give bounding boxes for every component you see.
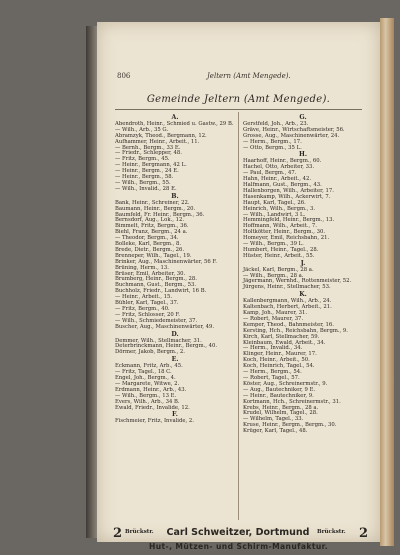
resident-entry: — Wilh., Bergm., 39 L. [243, 241, 304, 248]
page-number: 806 [117, 72, 131, 80]
resident-entry: Krudel, Wilhelm, Tagel., 28. [243, 410, 318, 417]
section-letter: K. [299, 291, 307, 299]
resident-entry: Bühler, Karl, Tagel., 37. [115, 300, 179, 307]
resident-entry: Eckmann, Fritz, Arb., 45. [115, 363, 183, 370]
resident-entry: Baumfeld, Fr. Heinr., Bergm., 36. [115, 211, 205, 218]
resident-entry: — Heinr., Bautechniker, 9. [243, 392, 314, 399]
resident-entry: Hoffmann, Wilh., Arbeit., 7. [243, 223, 317, 230]
ad-tagline: Hut-, Mützen- und Schirm-Manufaktur. [148, 542, 329, 551]
resident-entry: Bolleke, Karl, Bergm., 8. [115, 241, 182, 248]
resident-entry: Grosse, Aug., Maschinenwärter, 24. [243, 132, 340, 139]
resident-entry: Köster, Aug., Schreinermstr., 9. [243, 380, 328, 387]
resident-entry: Hasenkamp, Wilh., Ackerwirt, 7. [243, 193, 331, 200]
resident-entry: Jürgens, Heinr., Stellmacher, 53. [243, 284, 331, 291]
ad-number-left: 2 [113, 526, 123, 541]
resident-entry: — Wilh., Arb., 35 G. [115, 126, 169, 133]
resident-entry: Ewald, Friedr., Invalide, 12. [115, 404, 190, 411]
resident-entry: Koch, Heinr., Arbeit., 50. [243, 357, 310, 364]
resident-entry: — Paul, Bergm., 47. [243, 170, 297, 177]
resident-entry: Hachel, Otto, Arbeiter, 33. [243, 164, 315, 171]
resident-entry: Jäckel, Karl, Bergm., 28 a. [243, 266, 314, 273]
resident-entry: — Wilh., Schmiedemeister, 37. [115, 317, 198, 324]
right-column [243, 114, 363, 435]
resident-entry: Bernsdorf, Aug., Lok., 12. [115, 217, 185, 224]
resident-entry: — Heinr., Bergm., 24 E. [115, 168, 179, 175]
ad-street-right: Brückstr. [317, 529, 346, 535]
resident-entry: Hallenborgen, Wilh., Arbeiter, 17. [243, 187, 334, 194]
resident-entry: Holtkötter, Heinr., Bergm., 30. [243, 229, 326, 236]
resident-entry: Gerstfeld, Joh., Arb., 23. [243, 120, 309, 127]
resident-entry: — Friedr., Schlepper, 48. [115, 150, 182, 157]
resident-entry: Kersting, Hch., Reichsbahn, Bergm., 9. [243, 327, 348, 334]
resident-entry: Hemmingfeld, Heinr., Bergm., 13. [243, 217, 335, 224]
resident-entry: Haarhoff, Heinr., Bergm., 60. [243, 158, 322, 165]
resident-entry: — Wilh., Invalid., 28 E. [115, 185, 177, 192]
resident-entry: Brede, Dietr., Bergm., 26. [115, 246, 185, 253]
resident-entry: Engel, Joh., Bergm., 4. [115, 374, 176, 381]
resident-entry: Abramzyk, Theod., Bergmann, 12. [115, 132, 207, 139]
resident-entry: Humbert, Heinr., Tagel., 28. [243, 246, 319, 253]
resident-entry: — Wilh., Landwirt, 3 L. [243, 211, 306, 218]
resident-entry: — Herm., Invalid., 34. [243, 345, 303, 352]
resident-entry: — Theodor, Bergm., 34. [115, 235, 179, 242]
section-letter: H. [298, 151, 307, 159]
resident-entry: Brinker, Aug., Maschinenwärter, 56 F. [115, 258, 217, 265]
resident-entry: — Fritz, Bergm., 40. [115, 306, 170, 312]
section-letter: J. [300, 259, 306, 267]
resident-entry: — Robert, Tagel., 57. [243, 374, 300, 381]
resident-entry: Bimmelt, Fritz, Bergm., 36. [115, 223, 189, 230]
resident-entry: Koch, Heinrich, Tagel., 54. [243, 363, 315, 370]
resident-entry: Buscher, Aug., Maschinenwärter, 49. [115, 323, 215, 330]
resident-entry: — Heinr., Arbeit., 15. [115, 294, 173, 301]
resident-entry: — Robert, Maurer, 37. [243, 315, 304, 322]
resident-entry: Hahn, Heinr., Arbeit., 42. [243, 176, 312, 183]
section-letter: B. [171, 192, 179, 200]
title-divider [115, 109, 362, 110]
resident-entry: Kirch, Karl, Stellmacher, 59. [243, 333, 320, 340]
ad-number-right: 2 [359, 526, 369, 541]
resident-entry: — Herm., Bergm., 17. [243, 138, 302, 145]
resident-entry: — Heinr., Bergm., 58. [115, 174, 174, 181]
resident-entry: Brüser, Emil, Arbeiter, 30. [115, 270, 186, 277]
resident-entry: Krüger, Karl, Tagel., 48. [243, 428, 308, 435]
resident-entry: — Aug., Bautechniker, 9 E. [243, 386, 316, 393]
resident-entry: Halfmann, Gust., Bergm., 43. [243, 181, 322, 188]
section-letter: A. [171, 114, 179, 121]
resident-entry: Fischmeier, Fritz, Invalide, 2. [115, 418, 194, 425]
resident-entry: — Fritz, Schlosser, 20 F. [115, 311, 180, 318]
resident-entry: Klinger, Heinr., Maurer, 17. [243, 351, 317, 358]
section-letter: E. [171, 356, 179, 364]
resident-entry: — Wilh., Bergm., 13 E. [115, 392, 177, 399]
resident-entry: — Wilhelm, Tagel., 33. [243, 416, 304, 423]
resident-entry: — Herm., Bergm., 54. [243, 369, 302, 376]
column-rule [238, 112, 239, 520]
resident-entry: Abendroth, Heinr., Schmied u. Gastw., 29 B. [115, 120, 234, 127]
advertisement-headline [97, 527, 380, 541]
resident-entry: Buchholz, Friedr., Landwirt, 16 B. [115, 288, 207, 295]
resident-entry: — Bernh., Bergm., 33 E. [115, 144, 181, 151]
resident-entry: Heinrich, Wilh., Bergm., 3. [243, 205, 316, 212]
resident-entry: Brüning, Herm., 13. [115, 264, 169, 271]
resident-entry: Evers, Wilh., Arb., 34 B. [115, 398, 180, 405]
resident-entry: — Otto, Bergm., 35 L. [243, 144, 302, 151]
resident-entry: Kaltenbach, Herbert, Arbeit., 21. [243, 304, 332, 311]
resident-entry: Kamp, Joh., Maurer, 31. [243, 310, 308, 316]
section-letter: D. [171, 330, 179, 338]
resident-entry: Brenneper, Wilh., Tagel., 19. [115, 252, 192, 259]
resident-entry: Jägermann, Wernhd., Rottenmeister, 52. [243, 278, 352, 285]
page-title: Gemeinde Jeltern (Amt Mengede). [146, 94, 331, 105]
resident-entry: Bank, Heinr., Schreiner, 22. [115, 199, 190, 206]
resident-entry: Biehl, Franz, Bergm., 24 a. [115, 229, 188, 236]
resident-entry: Kleinbaum, Ewald, Arbeit., 34. [243, 339, 326, 346]
book-left-edge [86, 26, 97, 538]
section-letter: F. [172, 411, 178, 419]
resident-entry: Demmer, Wilh., Stellmacher, 31. [115, 337, 202, 344]
running-head-text: Jeltern (Amt Mengede). [207, 72, 291, 80]
left-column [115, 114, 235, 425]
resident-entry: Krebs, Heinr., Bergm., 28 a. [243, 404, 319, 411]
resident-entry: Kruse, Heinr., Bergm., Bergm., 30. [243, 422, 337, 429]
resident-entry: — Fritz, Bergm., 45. [115, 156, 170, 163]
running-head [97, 72, 380, 84]
resident-entry: Aufhammer, Heinr., Arbeit., 11. [115, 138, 200, 145]
ad-company-name: Carl Schweitzer, Dortmund [166, 527, 310, 538]
resident-entry: Kortmann, Hch., Schreinermstr., 31. [243, 398, 341, 405]
resident-entry: — Wilh., Bergm., 28 a. [243, 272, 304, 279]
resident-entry: Dörmer, Jakob, Bergm., 2. [115, 349, 185, 356]
ad-street-left: Brückstr. [125, 529, 154, 535]
resident-entry: Kemper, Theod., Bahnmeister, 16. [243, 321, 334, 328]
resident-entry: — Heinr., Bergmann, 42 L. [115, 162, 187, 169]
resident-entry: Brumberg, Heinr., Bergm., 28. [115, 276, 197, 283]
resident-entry: Baumann, Heinr., Bergm., 20. [115, 205, 196, 212]
directory-page [97, 22, 380, 551]
resident-entry: Hüster, Heinr., Arbeit., 55. [243, 252, 315, 259]
resident-entry: Kallenbergmann, Wilh., Arb., 24. [243, 298, 332, 305]
resident-entry: Gräve, Heinr., Wirtschaftsmeister, 56. [243, 126, 345, 133]
book-spine [380, 18, 394, 546]
resident-entry: Haupt, Karl, Tagel., 26. [243, 199, 306, 206]
resident-entry: Erdmann, Heinr., Arb., 43. [115, 386, 187, 393]
resident-entry: Deterbrinckmann, Heinr., Bergm., 40. [115, 343, 218, 350]
resident-entry: Homeyer, Emil, Reichsbahn, 21. [243, 235, 330, 242]
section-letter: G. [299, 114, 307, 121]
resident-entry: — Wilh., Bergm., 55. [115, 179, 171, 186]
resident-entry: — Fritz, Tagel., 18 C. [115, 369, 172, 376]
resident-entry: — Margarete, Witwe, 2. [115, 380, 180, 387]
resident-entry: Buchmann, Gust., Bergm., 53. [115, 282, 197, 289]
